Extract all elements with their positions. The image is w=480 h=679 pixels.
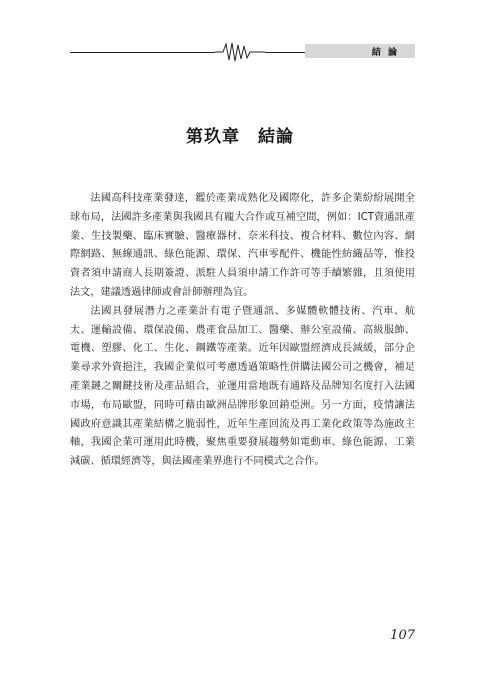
chapter-title: 第玖章 結論 — [186, 127, 294, 147]
body-text — [70, 190, 415, 472]
pulse-wave-icon — [215, 40, 265, 64]
paragraph: 法國具發展潛力之產業計有電子暨通訊、多媒體軟體技術、汽車、航太、運輸設備、環保設備、農產食品加工、醫藥、辦公室設備、高級服飾、電機、塑膠、化工、生化、鋼鐵等產業。近年因歐盟經濟成長減緩，部分企業尋求外資挹注，我國企業似可考慮透過策略性併購法國公司之機會，補足產業鏈之關鍵技術及產品組合，並運用當地既有通路及品牌知名度打入法國市場，布局歐盟，同時可藉由歐洲品牌形象回銷亞洲。另一方面，疫情讓法國政府意識其產業結構之脆弱性，近年生產回流及再工業化政策等為施政主軸，我國企業可運用此時機，聚焦重要發展趨勢如電動車、綠色能源、工業減碳、循環經濟等，與法國產業界進行不同模式之合作。 — [70, 305, 415, 468]
section-label: 結 論 — [371, 47, 399, 58]
section-tab — [305, 44, 415, 58]
paragraph: 法國高科技產業發達，鑑於產業成熟化及國際化，許多企業紛紛展開全球布局，法國許多產業與我國具有龐大合作或互補空間，例如：ICT資通訊產業、生技製藥、臨床實驗、醫療器材、奈米科技、複合材料、數位內容、網際網路、無線通訊、綠色能源、環保、汽車零配件、機能性紡織品等，惟投資者須申請商人長期簽證、派駐人員須申請工作許可等手續繁雜，且須使用法文，建議透過律師或會計師辦理為宜。 — [70, 193, 415, 298]
page-number: 107 — [390, 628, 415, 643]
running-header — [0, 0, 480, 70]
